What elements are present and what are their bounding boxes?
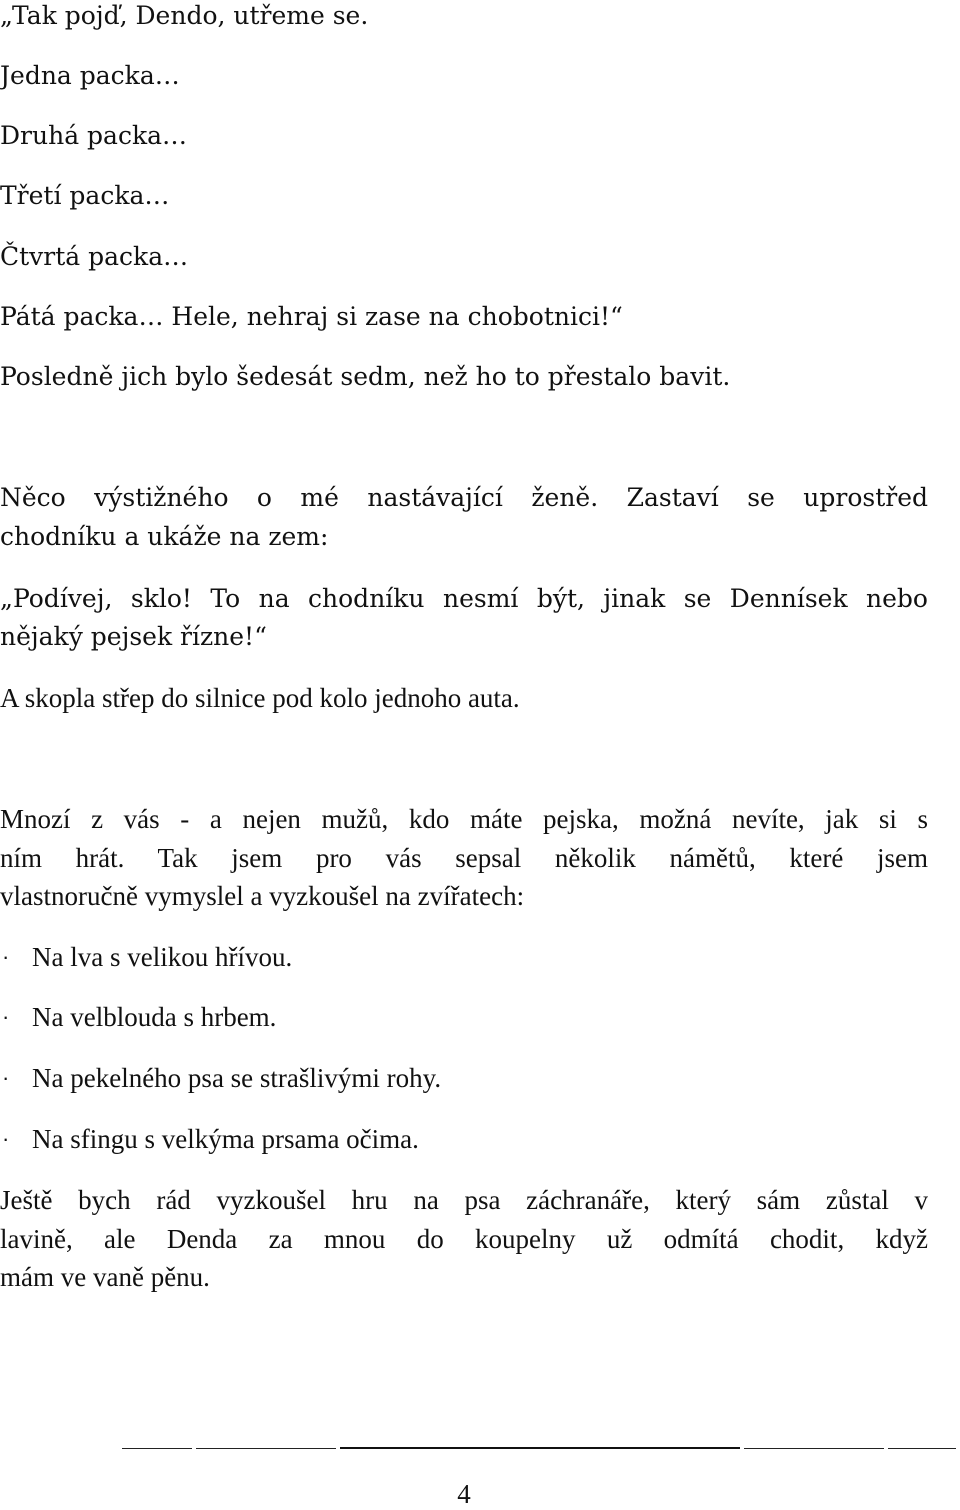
- paragraph-sixty-seven: Posledně jich bylo šedesát sedm, než ho to přestalo bavit.: [0, 362, 731, 391]
- footer-divider-left: [122, 1448, 192, 1449]
- list-item-text: Na pekelného psa se strašlivými rohy.: [32, 1063, 442, 1093]
- paragraph-games-line-2: ním hrát. Tak jsem pro vás sepsal několik námětů, které jsem: [0, 843, 928, 873]
- paragraph-second-paw: Druhá packa…: [0, 121, 188, 150]
- paragraph-kicked-shard: A skopla střep do silnice pod kolo jednoho auta.: [0, 683, 520, 713]
- page-number: 4: [457, 1479, 471, 1509]
- paragraph-rescue-dog-line-1: Ještě bych rád vyzkoušel hru na psa záchranáře, který sám zůstal v: [0, 1185, 928, 1215]
- bullet-icon: ·: [2, 1004, 10, 1029]
- paragraph-games-line-3: vlastnoručně vymyslel a vyzkoušel na zvířatech:: [0, 881, 525, 911]
- paragraph-rescue-dog-line-3: mám ve vaně pěnu.: [0, 1262, 210, 1292]
- list-item-text: Na lva s velikou hřívou.: [32, 942, 293, 972]
- paragraph-glass-line-2: nějaký pejsek řízne!“: [0, 622, 267, 651]
- footer-divider-mid-right: [744, 1448, 884, 1449]
- paragraph-glass-line-1: „Podívej, sklo! To na chodníku nesmí být, jinak se Dennísek nebo: [0, 584, 928, 613]
- paragraph-fifth-paw: Pátá packa… Hele, nehraj si zase na chobotnici!“: [0, 302, 623, 331]
- bullet-icon: ·: [2, 1126, 10, 1151]
- paragraph-rescue-dog-line-2: lavině, ale Denda za mnou do koupelny už odmítá chodit, když: [0, 1224, 928, 1254]
- paragraph-third-paw: Třetí packa…: [0, 181, 170, 210]
- bullet-icon: ·: [2, 944, 10, 969]
- paragraph-dialogue-start: „Tak pojď, Dendo, utřeme se.: [0, 1, 369, 30]
- footer-divider-center: [340, 1447, 740, 1449]
- list-item-text: Na sfingu s velkýma prsama očima.: [32, 1124, 419, 1154]
- paragraph-fourth-paw: Čtvrtá packa…: [0, 242, 189, 271]
- footer-divider-right: [888, 1448, 956, 1449]
- paragraph-future-wife-line-1: Něco výstižného o mé nastávající ženě. Zastaví se uprostřed: [0, 483, 928, 512]
- bullet-icon: ·: [2, 1065, 10, 1090]
- footer-divider-mid-left: [196, 1448, 336, 1449]
- paragraph-games-line-1: Mnozí z vás - a nejen mužů, kdo máte pejska, možná nevíte, jak si s: [0, 804, 928, 834]
- paragraph-future-wife-line-2: chodníku a ukáže na zem:: [0, 522, 329, 551]
- paragraph-first-paw: Jedna packa…: [0, 61, 180, 90]
- list-item-text: Na velblouda s hrbem.: [32, 1002, 277, 1032]
